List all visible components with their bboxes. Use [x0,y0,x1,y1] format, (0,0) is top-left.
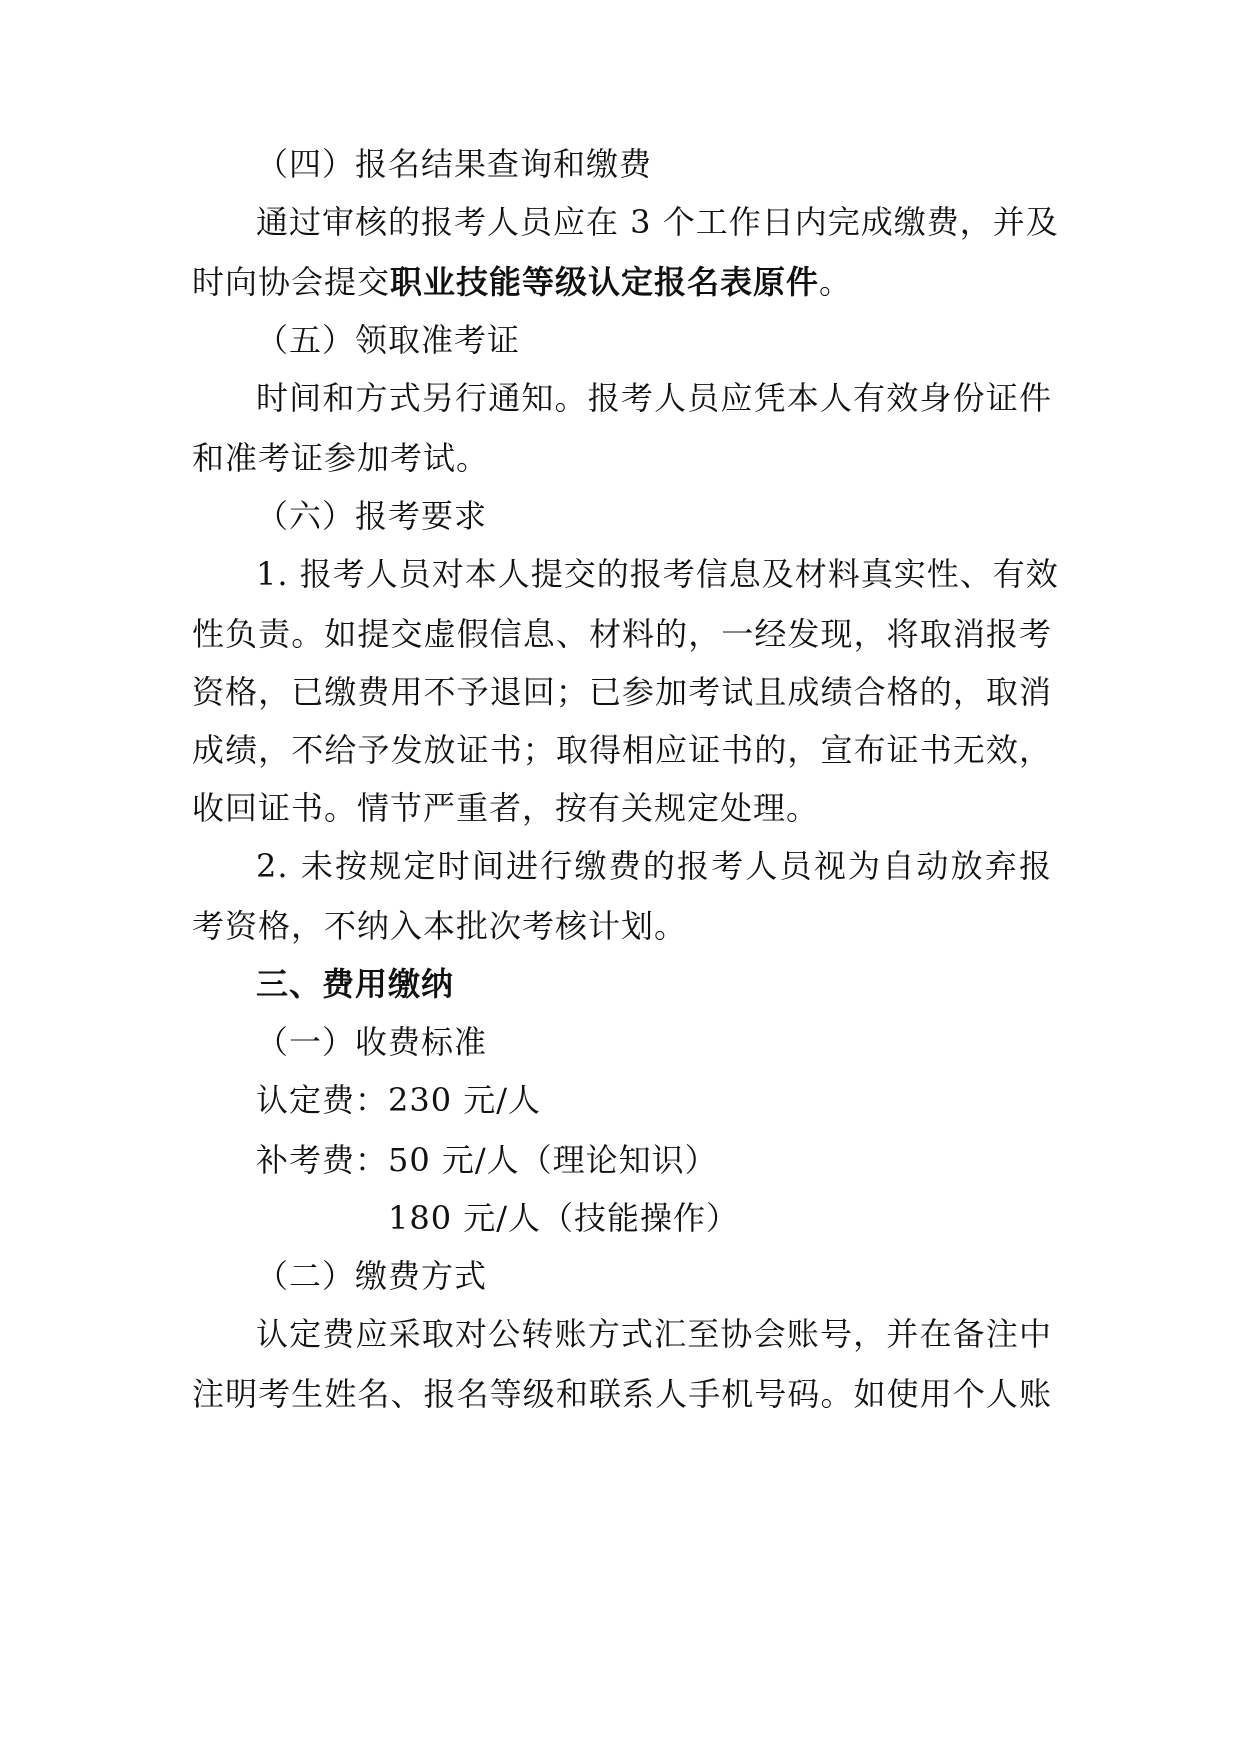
section-6-item-2-line-2: 考资格，不纳入本批次考核计划。 [192,907,688,945]
section-6-item-2-line-1: 2. 未按规定时间进行缴费的报考人员视为自动放弃报 [256,847,1052,885]
section-6-item-1-line-4: 成绩，不给予发放证书；取得相应证书的，宣布证书无效， [192,731,1052,769]
section-6-item-1-line-2: 性负责。如提交虚假信息、材料的，一经发现，将取消报考 [192,615,1052,653]
section-4-para-line-2 [192,260,1052,304]
payment-method-heading: （二）缴费方式 [256,1257,488,1295]
section-6-item-1-line-5: 收回证书。情节严重者，按有关规定处理。 [192,789,820,827]
makeup-fee-skill: 180 元/人（技能操作） [388,1199,740,1237]
section-5-para-line-1: 时间和方式另行通知。报考人员应凭本人有效身份证件 [256,379,1052,417]
section-6-item-1-line-1: 1. 报考人员对本人提交的报考信息及材料真实性、有效 [256,555,1059,593]
section-5-heading: （五）领取准考证 [256,321,521,359]
section-5-para-line-2: 和准考证参加考试。 [192,439,490,477]
fee-standard-heading: （一）收费标准 [256,1023,488,1061]
certification-fee: 认定费：230 元/人 [256,1081,542,1119]
makeup-fee-theory: 补考费：50 元/人（理论知识） [256,1141,718,1179]
bold-form-name: 职业技能等级认定报名表原件 [390,263,820,301]
para-text: 时向协会提交 [192,263,391,301]
section-4-heading: （四）报名结果查询和缴费 [256,145,653,183]
section-6-heading: （六）报考要求 [256,497,488,535]
section-6-item-1-line-3: 资格，已缴费用不予退回；已参加考试且成绩合格的，取消 [192,673,1052,711]
part-3-heading: 三、费用缴纳 [256,965,455,1003]
section-4-para-line-1: 通过审核的报考人员应在 3 个工作日内完成缴费，并及 [256,203,1059,241]
para-text-end: 。 [819,263,853,301]
payment-method-line-2: 注明考生姓名、报名等级和联系人手机号码。如使用个人账 [192,1375,1052,1413]
payment-method-line-1: 认定费应采取对公转账方式汇至协会账号，并在备注中 [256,1315,1052,1353]
